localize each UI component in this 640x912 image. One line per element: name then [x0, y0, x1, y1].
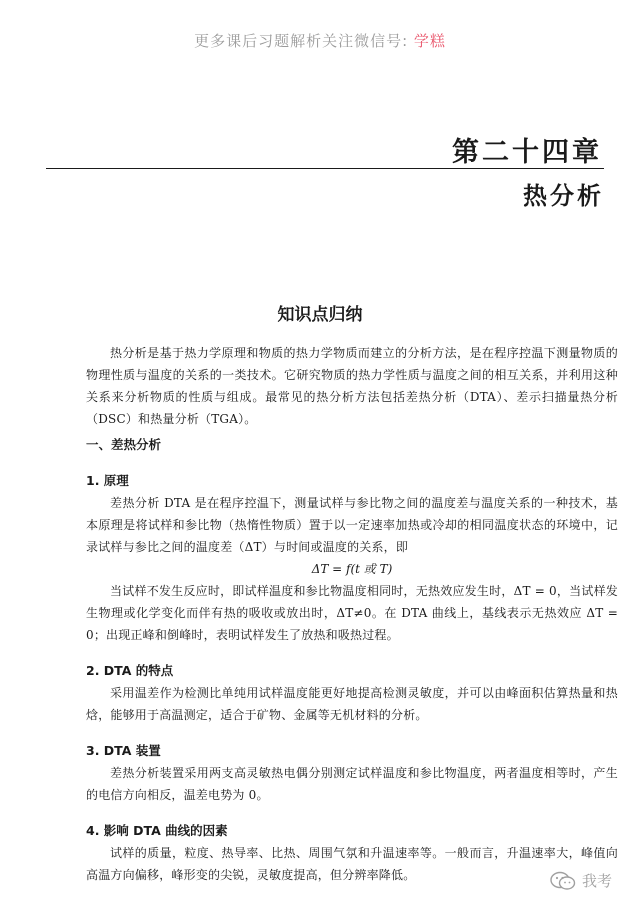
chapter-divider	[46, 168, 604, 169]
banner-wechat-id: 学糕	[413, 32, 446, 50]
formula: ΔT = f(t 或 T)	[311, 562, 393, 576]
features-paragraph: 采用温差作为检测比单纯用试样温度能更好地提高检测灵敏度，并可以由峰面积估算热量和热焓，能够用于高温测定，适合于矿物、金属等无机材料的分析。	[86, 686, 618, 722]
principle-paragraph-2: 当试样不发生反应时，即试样温度和参比物温度相同时，无热效应发生时，ΔT = 0，当试样发生物理或化学变化而伴有热的吸收或放出时，ΔT≠0。在 DTA 曲线上，基线表示无热效应 ΔT = 0；出现正峰和倒峰时，表明试样发生了放热和吸热过程。	[86, 584, 618, 642]
subheading-factors: 4. 影响 DTA 曲线的因素	[86, 823, 228, 838]
subheading-apparatus: 3. DTA 装置	[86, 743, 161, 758]
part-heading: 一、差热分析	[86, 437, 162, 452]
wechat-icon	[550, 871, 576, 891]
factors-paragraph: 试样的质量，粒度、热导率、比热、周围气氛和升温速率等。一般而言，升温速率大，峰值向高温方向偏移，峰形变的尖锐，灵敏度提高，但分辨率降低。	[86, 846, 618, 882]
principle-paragraph: 差热分析 DTA 是在程序控温下，测量试样与参比物之间的温度差与温度关系的一种技术，基本原理是将试样和参比物（热惰性物质）置于以一定速率加热或冷却的相同温度状态的环境中，记录试样与参比之间的温度差（ΔT）与时间或温度的关系，即	[86, 496, 618, 554]
page-body	[86, 342, 618, 886]
watermark-text: 我考	[581, 872, 612, 890]
chapter-title: 热分析	[523, 182, 604, 210]
watermark	[550, 870, 612, 891]
subheading-features: 2. DTA 的特点	[86, 663, 174, 678]
banner-text: 更多课后习题解析关注微信号:	[194, 32, 414, 50]
section-title: 知识点归纳	[277, 305, 363, 325]
chapter-number: 第二十四章	[452, 137, 602, 168]
top-banner	[0, 30, 640, 51]
intro-paragraph: 热分析是基于热力学原理和物质的热力学物质而建立的分析方法，是在程序控温下测量物质的物理性质与温度的关系的一类技术。它研究物质的热力学性质与温度之间的相互关系，并利用这种关系来分析物质的性质与组成。最常见的热分析方法包括差热分析（DTA）、差示扫描量热分析（DSC）和热量分析（TGA）。	[86, 346, 618, 426]
apparatus-paragraph: 差热分析装置采用两支高灵敏热电偶分别测定试样温度和参比物温度，两者温度相等时，产生的电信方向相反，温差电势为 0。	[86, 766, 618, 802]
subheading-principle: 1. 原理	[86, 473, 129, 488]
